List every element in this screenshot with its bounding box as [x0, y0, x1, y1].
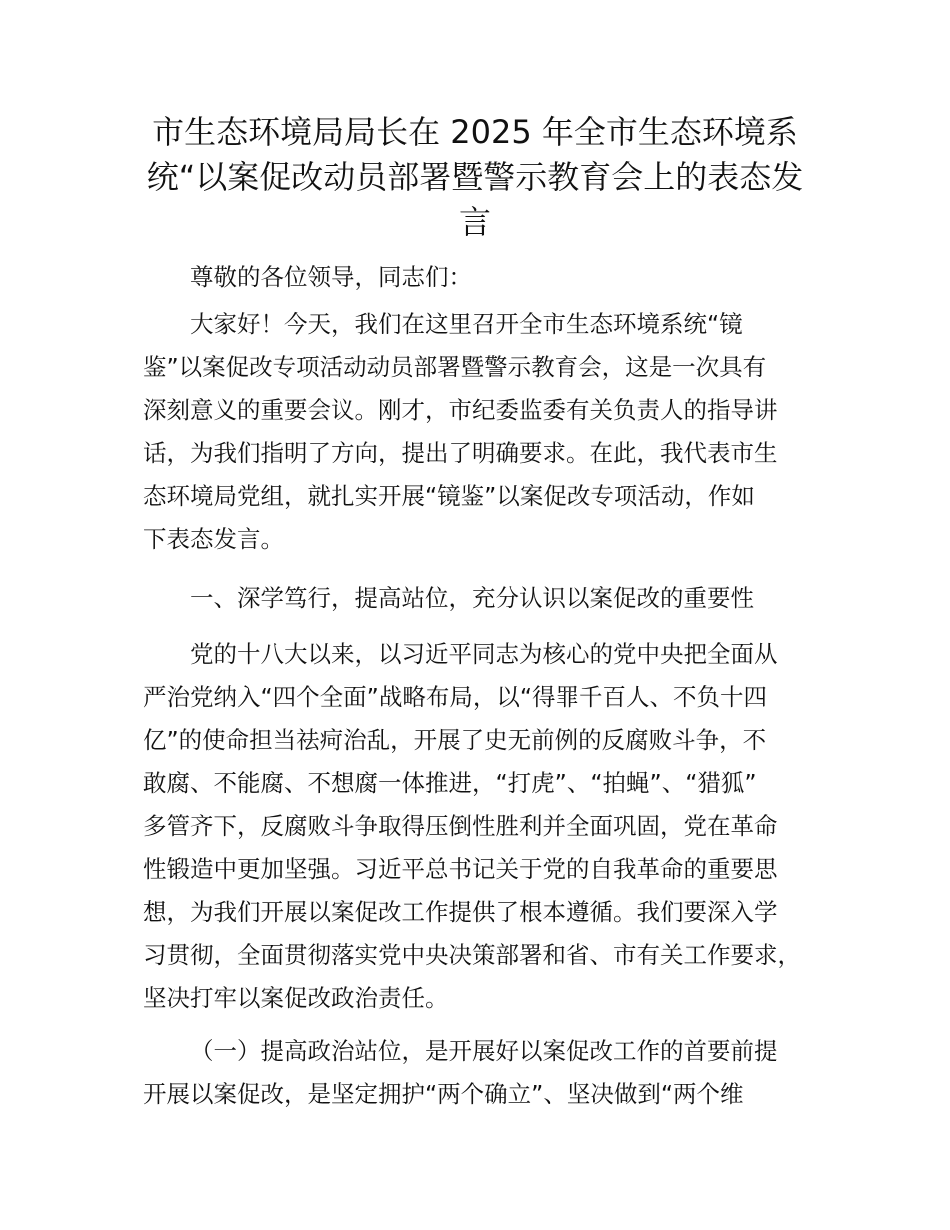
text-line: 想，为我们开展以案促改工作提供了根本遵循。我们要深入学 — [143, 898, 778, 926]
document-body — [143, 256, 843, 1116]
title-line: 市生态环境局局长在 2025 年全市生态环境系 — [152, 113, 798, 151]
text-line: 亿”的使命担当祛疴治乱，开展了史无前例的反腐败斗争，不 — [143, 726, 767, 754]
text-line: 话，为我们指明了方向，提出了明确要求。在此，我代表市生 — [143, 439, 778, 467]
text-line: 性锻造中更加坚强。习近平总书记关于党的自我革命的重要思 — [143, 855, 778, 883]
text-line: 鉴”以案促改专项活动动员部署暨警示教育会，这是一次具有 — [143, 353, 767, 381]
intro-paragraph — [143, 303, 843, 561]
document-title — [0, 110, 950, 245]
text-line: 大家好！今天，我们在这里召开全市生态环境系统“镜 — [190, 310, 743, 338]
text-line: 严治党纳入“四个全面”战略布局，以“得罪千百人、不负十四 — [143, 683, 768, 711]
text-line: 坚决打牢以案促改政治责任。 — [143, 984, 449, 1012]
text-line: 态环境局党组，就扎实开展“镜鉴”以案促改专项活动，作如 — [143, 482, 755, 510]
text-line: 开展以案促改，是坚定拥护“两个确立”、坚决做到“两个维 — [143, 1080, 744, 1108]
text-line: （一）提高政治站位，是开展好以案促改工作的首要前提 — [190, 1037, 778, 1065]
title-line: 言 — [458, 203, 491, 241]
section-paragraph — [143, 633, 843, 1020]
text-line: 多管齐下，反腐败斗争取得压倒性胜利并全面巩固，党在革命 — [143, 812, 778, 840]
text-line: 一、深学笃行，提高站位，充分认识以案促改的重要性 — [190, 584, 754, 612]
text-line: 党的十八大以来，以习近平同志为核心的党中央把全面从 — [190, 640, 778, 668]
text-line: 尊敬的各位领导，同志们： — [190, 263, 472, 291]
subsection-paragraph — [143, 1030, 843, 1116]
text-line: 习贯彻，全面贯彻落实党中央决策部署和省、市有关工作要求， — [143, 941, 801, 969]
salutation — [143, 256, 843, 299]
text-line: 深刻意义的重要会议。刚才，市纪委监委有关负责人的指导讲 — [143, 396, 778, 424]
text-line: 敢腐、不能腐、不想腐一体推进，“打虎”、“拍蝇”、“猎狐” — [143, 769, 757, 797]
text-line: 下表态发言。 — [143, 525, 284, 553]
title-line: 统“以案促改动员部署暨警示教育会上的表态发 — [146, 158, 804, 196]
section-heading — [143, 577, 843, 620]
